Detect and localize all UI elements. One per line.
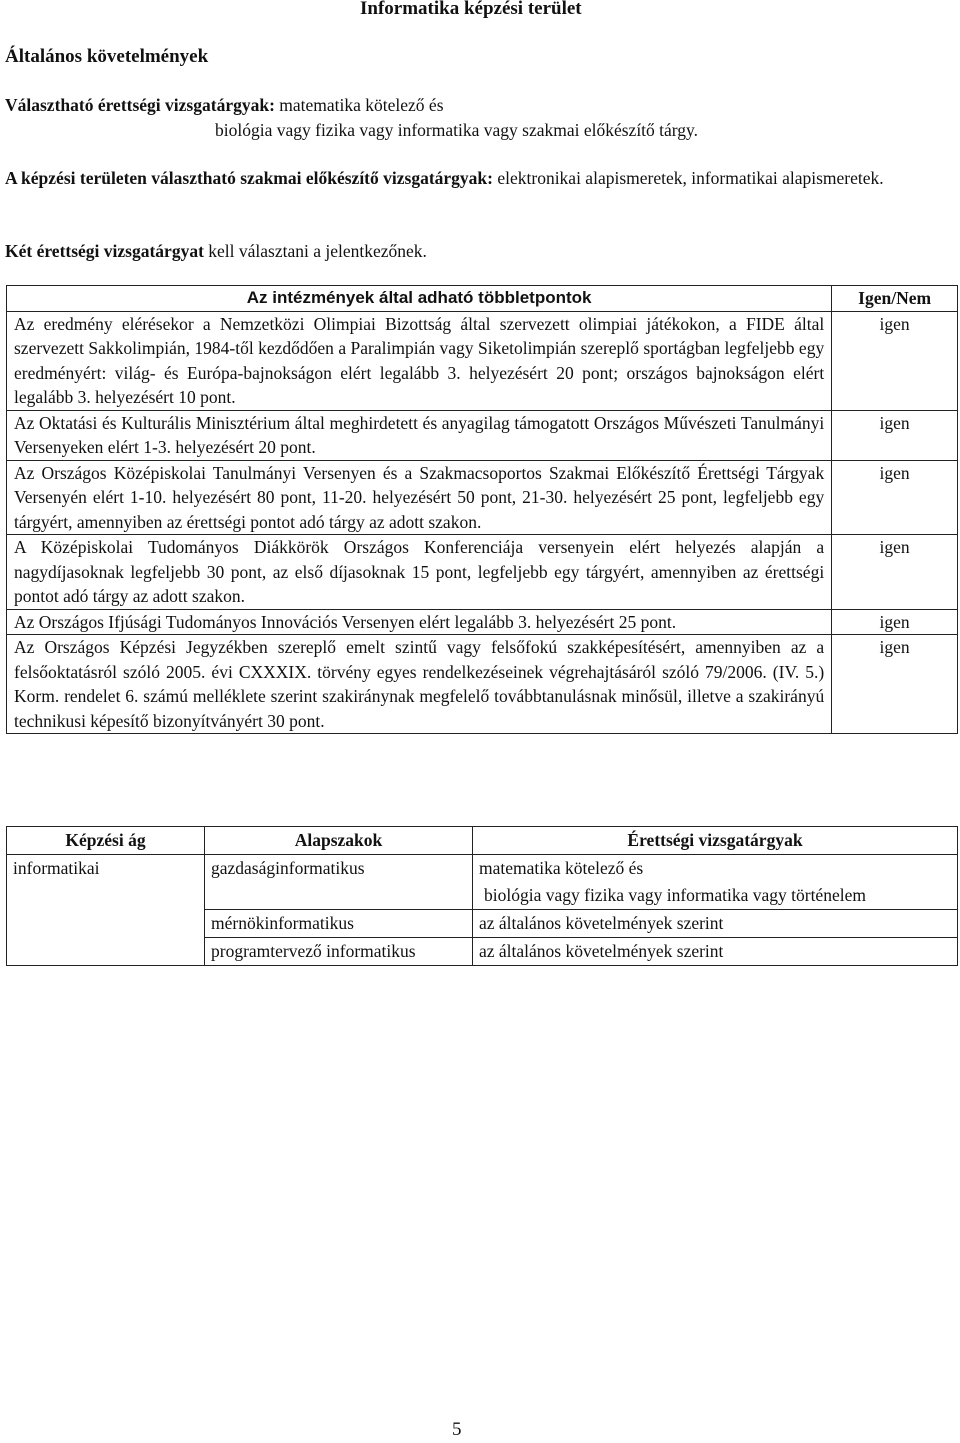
majors-header-branch: Képzési ág <box>7 827 205 855</box>
table-row <box>7 311 958 410</box>
majors-header-exams: Érettségi vizsgatárgyak <box>473 827 958 855</box>
required-subjects-paragraph <box>5 93 955 142</box>
bonus-points-table <box>6 285 958 734</box>
exam-cell: az általános követelmények szerint <box>473 910 958 938</box>
table-row <box>7 855 958 910</box>
bonus-description: Az Országos Középiskolai Tanulmányi Versenyen és a Szakmacsoportos Szakmai Előkészítő Érettségi Tárgyak Versenyén elért 1-10. helyezésért 80 pont, 11-20. helyezésért 50 pont, 21-30. helyezésért 25 pont, legfeljebb egy tárgyért, amennyiben az érettségi pontot adó tárgy az adott szakon. <box>7 460 832 535</box>
vocational-subjects-paragraph <box>5 166 955 191</box>
vocational-subjects-label: A képzési területen választható szakmai előkészítő vizsgatárgyak: <box>5 168 493 188</box>
bonus-description: Az eredmény elérésekor a Nemzetközi Olimpiai Bizottság által szervezett olimpiai játékokon, a FIDE által szervezett Sakkolimpián, 1984-től kezdődően a Paralimpián vagy Siketolimpián szereplő sportágban legfeljebb egy eredményért: világ- és Európa-bajnokságon elért legalább 3. helyezésért 20 pont; országos bajnokságon elért legalább 3. helyezésért 10 pont. <box>7 311 832 410</box>
exam-line: matematika kötelező és <box>479 858 644 878</box>
bonus-description: Az Országos Képzési Jegyzékben szereplő emelt szintű vagy felsőfokú szakképesítésért, amennyiben az a felsőoktatásról szóló 2005. évi CXXXIX. törvény egyes rendelkezéseinek végrehajtásáról szóló 79/2006. (IV. 5.) Korm. rendelet 6. számú melléklete szerint szakiránynak megfelelő továbbtanulásnak minősül, illetve a szakirányú technikusi képesítő bizonyítványért 30 pont. <box>7 635 832 734</box>
table-row <box>7 410 958 460</box>
table-row <box>7 535 958 610</box>
table-row <box>7 609 958 635</box>
majors-header-major: Alapszakok <box>205 827 473 855</box>
exam-line: biológia vagy fizika vagy informatika vagy történelem <box>484 885 866 905</box>
bonus-header-answer: Igen/Nem <box>832 286 958 312</box>
major-cell: gazdaságinformatikus <box>205 855 473 910</box>
bonus-answer: igen <box>832 609 958 635</box>
required-subjects-label: Választható érettségi vizsgatárgyak: <box>5 95 275 115</box>
major-cell: programtervező informatikus <box>205 938 473 966</box>
majors-table <box>6 826 958 966</box>
subject-count-label: Két érettségi vizsgatárgyat <box>5 241 204 261</box>
table-header-row <box>7 827 958 855</box>
table-header-row <box>7 286 958 312</box>
bonus-description: A Középiskolai Tudományos Diákkörök Országos Konferenciája versenyein elért helyezés alapján a nagydíjasoknak legfeljebb 30 pont, az első díjasoknak 15 pont, legfeljebb egy tárgyért, amennyiben az érettségi pontot adó tárgy az adott szakon. <box>7 535 832 610</box>
subject-count-text: kell választani a jelentkezőnek. <box>203 241 427 261</box>
section-heading: Általános követelmények <box>5 46 209 67</box>
table-row <box>7 460 958 535</box>
page-title: Informatika képzési terület <box>360 0 582 19</box>
exam-cell: az általános követelmények szerint <box>473 938 958 966</box>
subject-count-paragraph <box>5 239 955 264</box>
required-subjects-line1: matematika kötelező és <box>274 95 444 115</box>
bonus-header-description: Az intézmények által adható többletpontok <box>7 286 832 312</box>
bonus-answer: igen <box>832 535 958 610</box>
bonus-description: Az Oktatási és Kulturális Minisztérium által meghirdetett és anyagilag támogatott Országos Művészeti Tanulmányi Versenyeken elért 1-3. helyezésért 20 pont. <box>7 410 832 460</box>
table-row <box>7 635 958 734</box>
bonus-description: Az Országos Ifjúsági Tudományos Innovációs Versenyen elért legalább 3. helyezésért 25 pont. <box>7 609 832 635</box>
required-subjects-line2: biológia vagy fizika vagy informatika vagy szakmai előkészítő tárgy. <box>215 119 699 140</box>
bonus-answer: igen <box>832 410 958 460</box>
branch-cell: informatikai <box>7 855 205 966</box>
bonus-answer: igen <box>832 311 958 410</box>
bonus-answer: igen <box>832 635 958 734</box>
vocational-subjects-text: elektronikai alapismeretek, informatikai alapismeretek. <box>492 168 884 188</box>
page-number: 5 <box>452 1419 462 1440</box>
bonus-answer: igen <box>832 460 958 535</box>
exam-cell <box>473 855 958 910</box>
major-cell: mérnökinformatikus <box>205 910 473 938</box>
